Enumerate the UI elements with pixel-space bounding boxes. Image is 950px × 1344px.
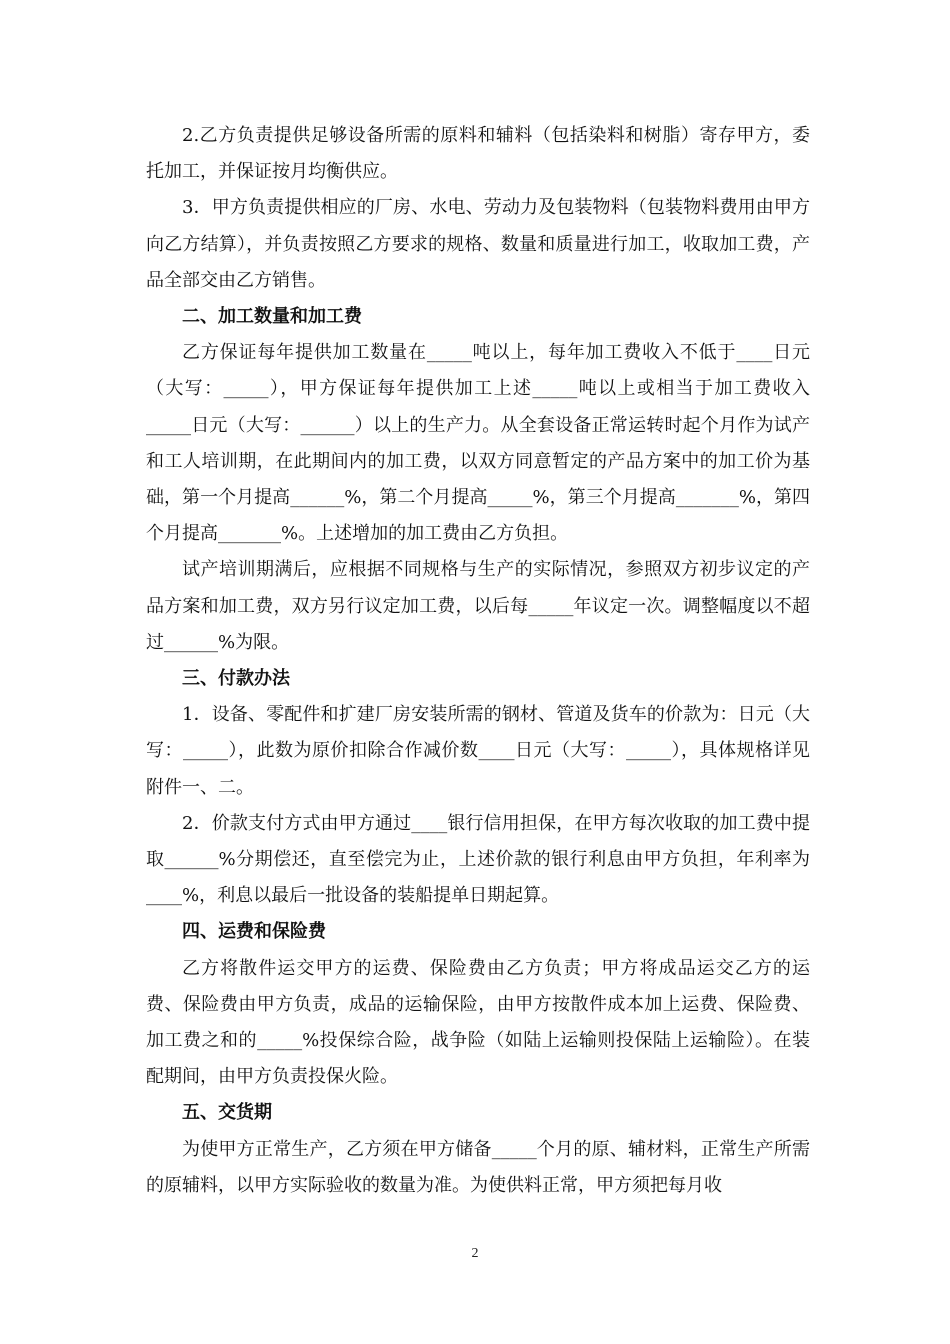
document-body	[146, 118, 810, 1204]
paragraph-freight-insurance: 乙方将散件运交甲方的运费、保险费由乙方负责；甲方将成品运交乙方的运费、保险费由甲方负责，成品的运输保险，由甲方按散件成本加上运费、保险费、加工费之和的_____%投保综合险，战争险（如陆上运输则投保陆上运输险）。在装配期间，由甲方负责投保火险。	[146, 957, 810, 1088]
paragraph-trial-period: 试产培训期满后，应根据不同规格与生产的实际情况，参照双方初步议定的产品方案和加工费，双方另行议定加工费，以后每_____年议定一次。调整幅度以不超过______%为限。	[146, 559, 810, 653]
section-heading-payment: 三、付款办法	[182, 668, 290, 690]
paragraph-raw-materials: 2.乙方负责提供足够设备所需的原料和辅料（包括染料和树脂）寄存甲方，委托加工，并保证按月均衡供应。	[146, 125, 810, 183]
page-number: 2	[471, 1246, 479, 1261]
paragraph-quantity-fees: 乙方保证每年提供加工数量在_____吨以上，每年加工费收入不低于____日元（大写：_____），甲方保证每年提供加工上述_____吨以上或相当于加工费收入_____日元（大写：______）以上的生产力。从全套设备正常运转时起个月作为试产和工人培训期，在此期间内的加工费，以双方同意暂定的产品方案中的加工价为基础，第一个月提高______%，第二个月提高_____%，第三个月提高_______%，第四个月提高_______%。上述增加的加工费由乙方负担。	[146, 342, 810, 545]
paragraph-facilities: 3．甲方负责提供相应的厂房、水电、劳动力及包装物料（包装物料费用由甲方向乙方结算），并负责按照乙方要求的规格、数量和质量进行加工，收取加工费，产品全部交由乙方销售。	[146, 197, 810, 291]
section-heading-freight-insurance: 四、运费和保险费	[182, 921, 326, 943]
paragraph-delivery: 为使甲方正常生产，乙方须在甲方储备_____个月的原、辅材料，正常生产所需的原辅料，以甲方实际验收的数量为准。为使供料正常，甲方须把每月收	[146, 1138, 810, 1196]
section-heading-delivery: 五、交货期	[182, 1102, 272, 1124]
section-heading-quantity-fees: 二、加工数量和加工费	[182, 306, 362, 328]
paragraph-payment-price: 1．设备、零配件和扩建厂房安装所需的钢材、管道及货车的价款为：日元（大写：_____），此数为原价扣除合作减价数____日元（大写：_____），具体规格详见附件一、二。	[146, 704, 810, 798]
paragraph-payment-method: 2．价款支付方式由甲方通过____银行信用担保，在甲方每次收取的加工费中提取______%分期偿还，直至偿完为止，上述价款的银行利息由甲方负担，年利率为____%，利息以最后一批设备的装船提单日期起算。	[146, 812, 810, 907]
